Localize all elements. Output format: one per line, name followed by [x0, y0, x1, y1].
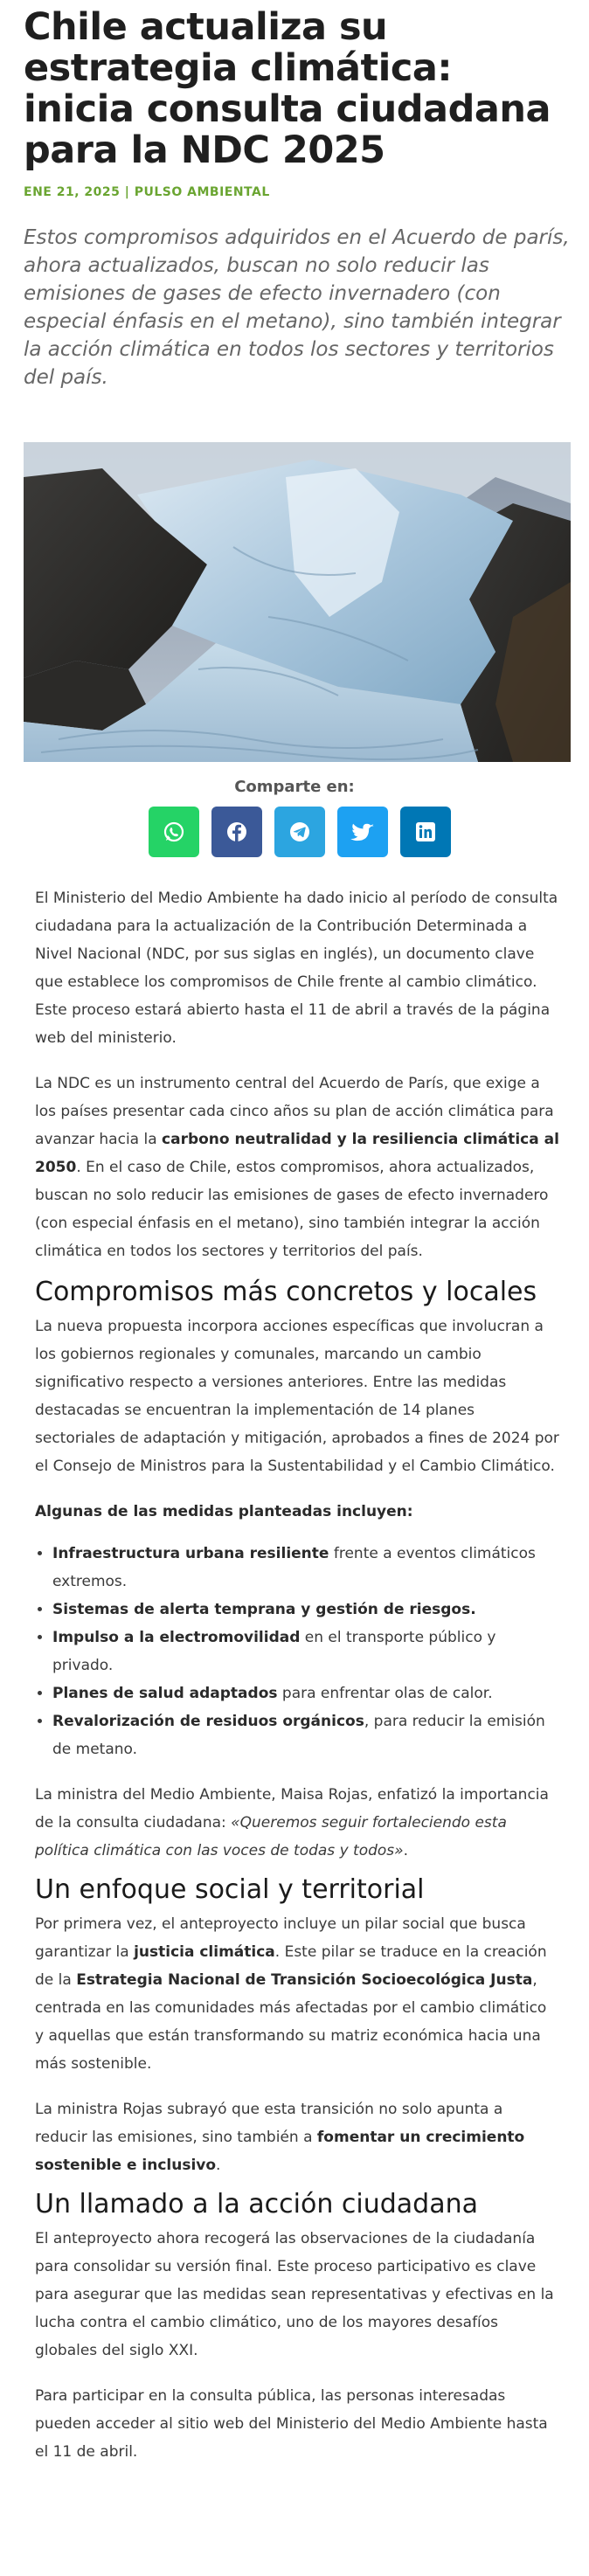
text: , centrada en las comunidades más afectadas por el cambio climático y aquellas que están transformando su matriz económica hacia una más sostenible.: [35, 1971, 547, 2073]
text: , para reducir la emisión de metano.: [52, 1713, 545, 1758]
paragraph-propuesta: La nueva propuesta incorpora acciones específicas que involucran a los gobiernos regionales y comunales, marcando un cambio significativo respecto a versiones anteriores. Entre las medidas destacadas se encuentran la implementación de 14 planes sectoriales de adaptación y mitigación, aprobados a fines de 2024 por el Consejo de Ministros para la Sustentabilidad y el Cambio Climático.: [35, 1318, 559, 1475]
list-item: [52, 1596, 559, 1624]
bold-text: justicia climática: [134, 1943, 275, 1961]
share-telegram-button[interactable]: [274, 807, 325, 857]
bold-text: Planes de salud adaptados: [52, 1685, 278, 1702]
facebook-icon: [225, 821, 248, 843]
article-meta[interactable]: ENE 21, 2025 | PULSO AMBIENTAL: [24, 185, 270, 199]
paragraph-ndc: [35, 1070, 559, 1265]
list-item: [52, 1540, 559, 1596]
heading-enfoque: Un enfoque social y territorial: [35, 1874, 425, 1905]
text: Por primera vez, el anteproyecto incluye un pilar social que busca garantizar la: [35, 1915, 526, 1961]
heading-llamado: Un llamado a la acción ciudadana: [35, 2189, 478, 2219]
bold-text: carbono neutralidad y la resiliencia climática al 2050: [35, 1131, 559, 1176]
list-item: [52, 1707, 559, 1763]
bold-text: Sistemas de alerta temprana y gestión de riesgos.: [52, 1601, 476, 1618]
bold-text: Algunas de las medidas planteadas incluyen:: [35, 1503, 413, 1520]
share-title: Comparte en:: [234, 778, 355, 796]
list-item: [52, 1679, 559, 1707]
text: La ministra del Medio Ambiente, Maisa Rojas, enfatizó la importancia de la consulta ciudadana:: [35, 1786, 549, 1832]
hero-image-glacier: [24, 442, 571, 762]
text: en el transporte público y privado.: [52, 1629, 496, 1674]
article-lead: Estos compromisos adquiridos en el Acuerdo de parís, ahora actualizados, buscan no solo reducir las emisiones de gases de efecto invernadero (con especial énfasis en el metano), sino también integrar la acción climática en todos los sectores y territorios del país.: [24, 226, 570, 389]
article-title: Chile actualiza su estrategia climática: inicia consulta ciudadana para la NDC 2025: [24, 5, 551, 172]
bold-text: fomentar un crecimiento sostenible e inclusivo: [35, 2129, 525, 2174]
bold-text: Infraestructura urbana resiliente: [52, 1545, 329, 1562]
measures-list: [35, 1540, 559, 1763]
text: para enfrentar olas de calor.: [277, 1685, 493, 1702]
twitter-icon: [350, 821, 375, 842]
text: .: [403, 1842, 409, 1859]
paragraph-transicion: [35, 2095, 559, 2179]
quote-text: «Queremos seguir fortaleciendo esta política climática con las voces de todas y todos»: [35, 1814, 507, 1859]
paragraph-ministra: [35, 1781, 559, 1865]
share-facebook-button[interactable]: [211, 807, 262, 857]
glacier-illustration: [24, 442, 571, 762]
text: La NDC es un instrumento central del Acuerdo de París, que exige a los países presentar cada cinco años su plan de acción climática para avanzar hacia la: [35, 1075, 554, 1148]
heading-compromisos: Compromisos más concretos y locales: [35, 1277, 537, 1307]
text: . Este pilar se traduce en la creación de la: [35, 1943, 547, 1989]
article-body: [35, 884, 559, 2466]
bold-text: Impulso a la electromovilidad: [52, 1629, 301, 1646]
share-whatsapp-button[interactable]: [149, 807, 199, 857]
list-title: [35, 1498, 559, 1526]
text: frente a eventos climáticos extremos.: [52, 1545, 536, 1590]
linkedin-icon: [415, 821, 436, 842]
telegram-icon: [288, 821, 311, 843]
paragraph-pilar-social: [35, 1910, 559, 2078]
text: .: [216, 2157, 221, 2174]
paragraph-participar: Para participar en la consulta pública, las personas interesadas pueden acceder al sitio web del Ministerio del Medio Ambiente hasta el 11 de abril.: [35, 2387, 548, 2461]
bold-text: Estrategia Nacional de Transición Socioecológica Justa: [76, 1971, 533, 1989]
bold-text: Revalorización de residuos orgánicos: [52, 1713, 364, 1730]
share-linkedin-button[interactable]: [400, 807, 451, 857]
paragraph-anteproyecto: El anteproyecto ahora recogerá las observaciones de la ciudadanía para consolidar su versión final. Este proceso participativo es clave para asegurar que las medidas sean representativas y efectivas en la lucha contra el cambio climático, uno de los mayores desafíos globales del siglo XXI.: [35, 2230, 554, 2359]
list-item: [52, 1624, 559, 1679]
text: La ministra Rojas subrayó que esta transición no solo apunta a reducir las emisiones, sino también a: [35, 2101, 503, 2146]
paragraph-intro: El Ministerio del Medio Ambiente ha dado inicio al período de consulta ciudadana para la actualización de la Contribución Determinada a Nivel Nacional (NDC, por sus siglas en inglés), un documento clave que establece los compromisos de Chile frente al cambio climático. Este proceso estará abierto hasta el 11 de abril a través de la página web del ministerio.: [35, 890, 558, 1047]
whatsapp-icon: [163, 821, 185, 843]
share-twitter-button[interactable]: [337, 807, 388, 857]
text: . En el caso de Chile, estos compromisos, ahora actualizados, buscan no solo reducir las emisiones de gases de efecto invernadero (con especial énfasis en el metano), sino también integrar la acción climática en todos los sectores y territorios del país.: [35, 1159, 549, 1260]
